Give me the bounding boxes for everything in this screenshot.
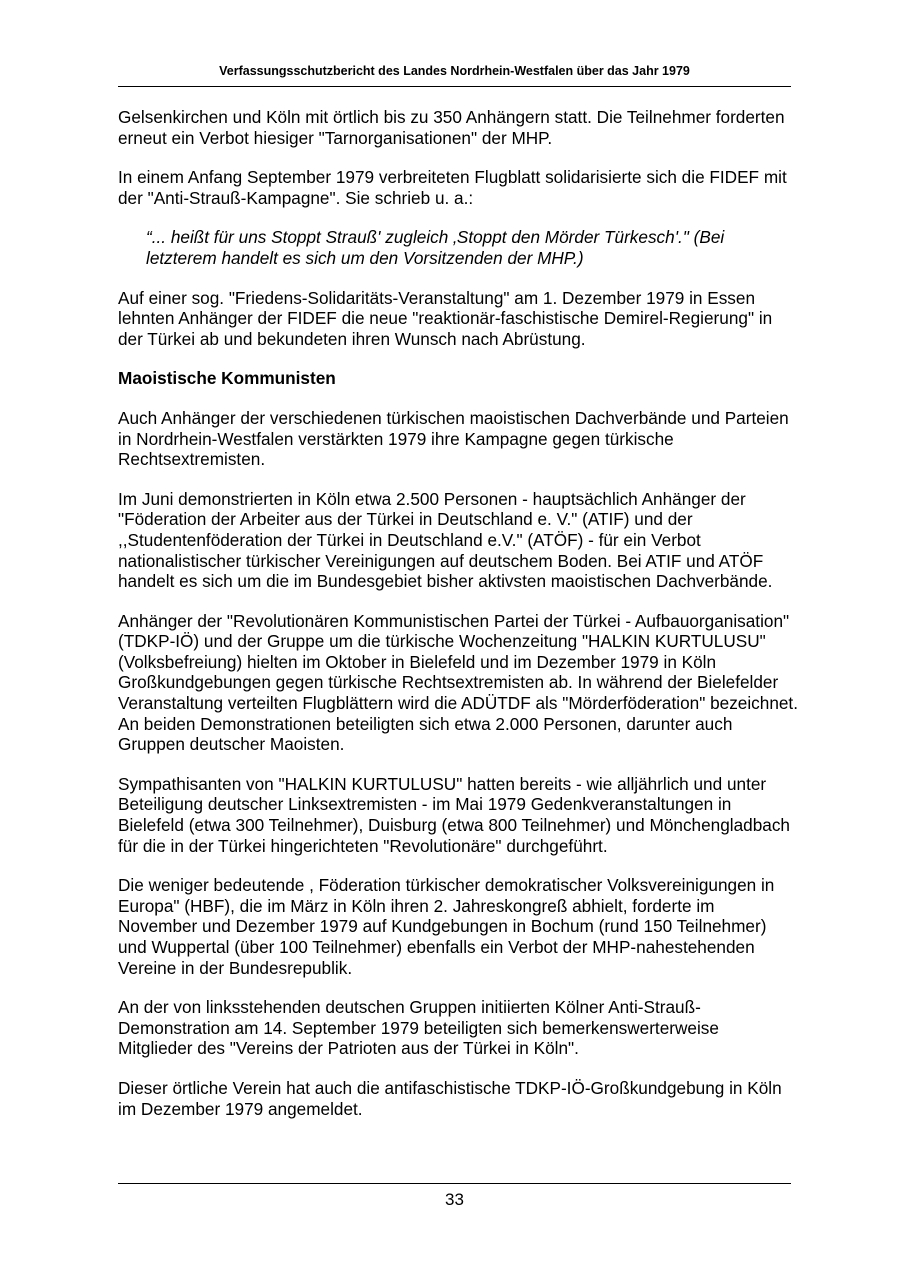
paragraph-1: Gelsenkirchen und Köln mit örtlich bis zu 350 Anhängern statt. Die Teilnehmer forderten erneut ein Verbot hiesiger "Tarnorganisationen" der MHP.: [118, 107, 785, 148]
paragraph-8: Die weniger bedeutende , Föderation türkischer demokratischer Volksvereinigungen in Europa" (HBF), die im März in Köln ihren 2. Jahreskongreß abhielt, forderte im November und Dezember 1979 auf Kundgebungen in Bochum (rund 150 Teilnehmer) und Wuppertal (über 100 Teilnehmer) ebenfalls ein Verbot der MHP-nahestehenden Vereine in der Bundesrepublik.: [118, 875, 775, 978]
paragraph-4: Auch Anhänger der verschiedenen türkischen maoistischen Dachverbände und Parteien in Nordrhein-Westfalen verstärkten 1979 ihre Kampagne gegen türkische Rechtsextremisten.: [118, 407, 789, 470]
page-number: 33: [445, 1190, 464, 1209]
paragraph-10: Dieser örtliche Verein hat auch die antifaschistische TDKP-IÖ-Großkundgebung in Köln im Dezember 1979 angemeldet.: [118, 1077, 782, 1119]
header-rule: [118, 86, 791, 87]
running-header: Verfassungsschutzbericht des Landes Nordrhein-Westfalen über das Jahr 1979: [219, 64, 690, 78]
paragraph-6: Anhänger der "Revolutionären Kommunistischen Partei der Türkei - Aufbauorganisation" (TDKP-IÖ) und der Gruppe um die türkische Wochenzeitung "HALKIN KURTULUSU" (Volksbefreiung) hielten im Oktober in Bielefeld und im Dezember 1979 in Köln Großkundgebungen gegen türkische Rechtsextremisten ab. In während der Bielefelder Veranstaltung verteilten Flugblättern wird die ADÜTDF als "Mörderföderation" bezeichnet. An beiden Demonstrationen beteiligten sich etwa 2.000 Personen, darunter auch Gruppen deutscher Maoisten.: [118, 610, 798, 755]
section-heading: Maoistische Kommunisten: [118, 368, 336, 389]
paragraph-5: Im Juni demonstrierten in Köln etwa 2.500 Personen - hauptsächlich Anhänger der "Föderation der Arbeiter aus der Türkei in Deutschland e. V." (ATIF) und der ,,Studentenföderation der Türkei in Deutschland e.V." (ATÖF) - für ein Verbot nationalistischer türkischer Vereinigungen auf deutschem Boden. Bei ATIF und ATÖF handelt es sich um die im Bundesgebiet bisher aktivsten maoistischen Dachverbände.: [118, 488, 773, 592]
paragraph-9: An der von linksstehenden deutschen Gruppen initiierten Kölner Anti-Strauß-Demonstration am 14. September 1979 beteiligten sich bemerkenswerterweise Mitglieder des "Vereins der Patrioten aus der Türkei in Köln".: [118, 997, 719, 1059]
quote-block: “... heißt für uns Stoppt Strauß' zugleich ‚Stoppt den Mörder Türkesch'." (Bei letzterem handelt es sich um den Vorsitzenden der MHP.): [146, 227, 725, 268]
paragraph-2: In einem Anfang September 1979 verbreiteten Flugblatt solidarisierte sich die FIDEF mit der "Anti-Strauß-Kampagne". Sie schrieb u. a.:: [118, 167, 787, 208]
paragraph-7: Sympathisanten von "HALKIN KURTULUSU" hatten bereits - wie alljährlich und unter Beteiligung deutscher Linksextremisten - im Mai 1979 Gedenkveranstaltungen in Bielefeld (etwa 300 Teilnehmer), Duisburg (etwa 800 Teilnehmer) und Mönchengladbach für die in der Türkei hingerichteten "Revolutionäre" durchgeführt.: [118, 773, 790, 856]
footer-rule: [118, 1183, 791, 1184]
body-text: [118, 107, 798, 1138]
paragraph-3: Auf einer sog. "Friedens-Solidaritäts-Veranstaltung" am 1. Dezember 1979 in Essen lehnten Anhänger der FIDEF die neue "reaktionär-faschistische Demirel-Regierung" in der Türkei ab und bekundeten ihren Wunsch nach Abrüstung.: [118, 287, 773, 349]
